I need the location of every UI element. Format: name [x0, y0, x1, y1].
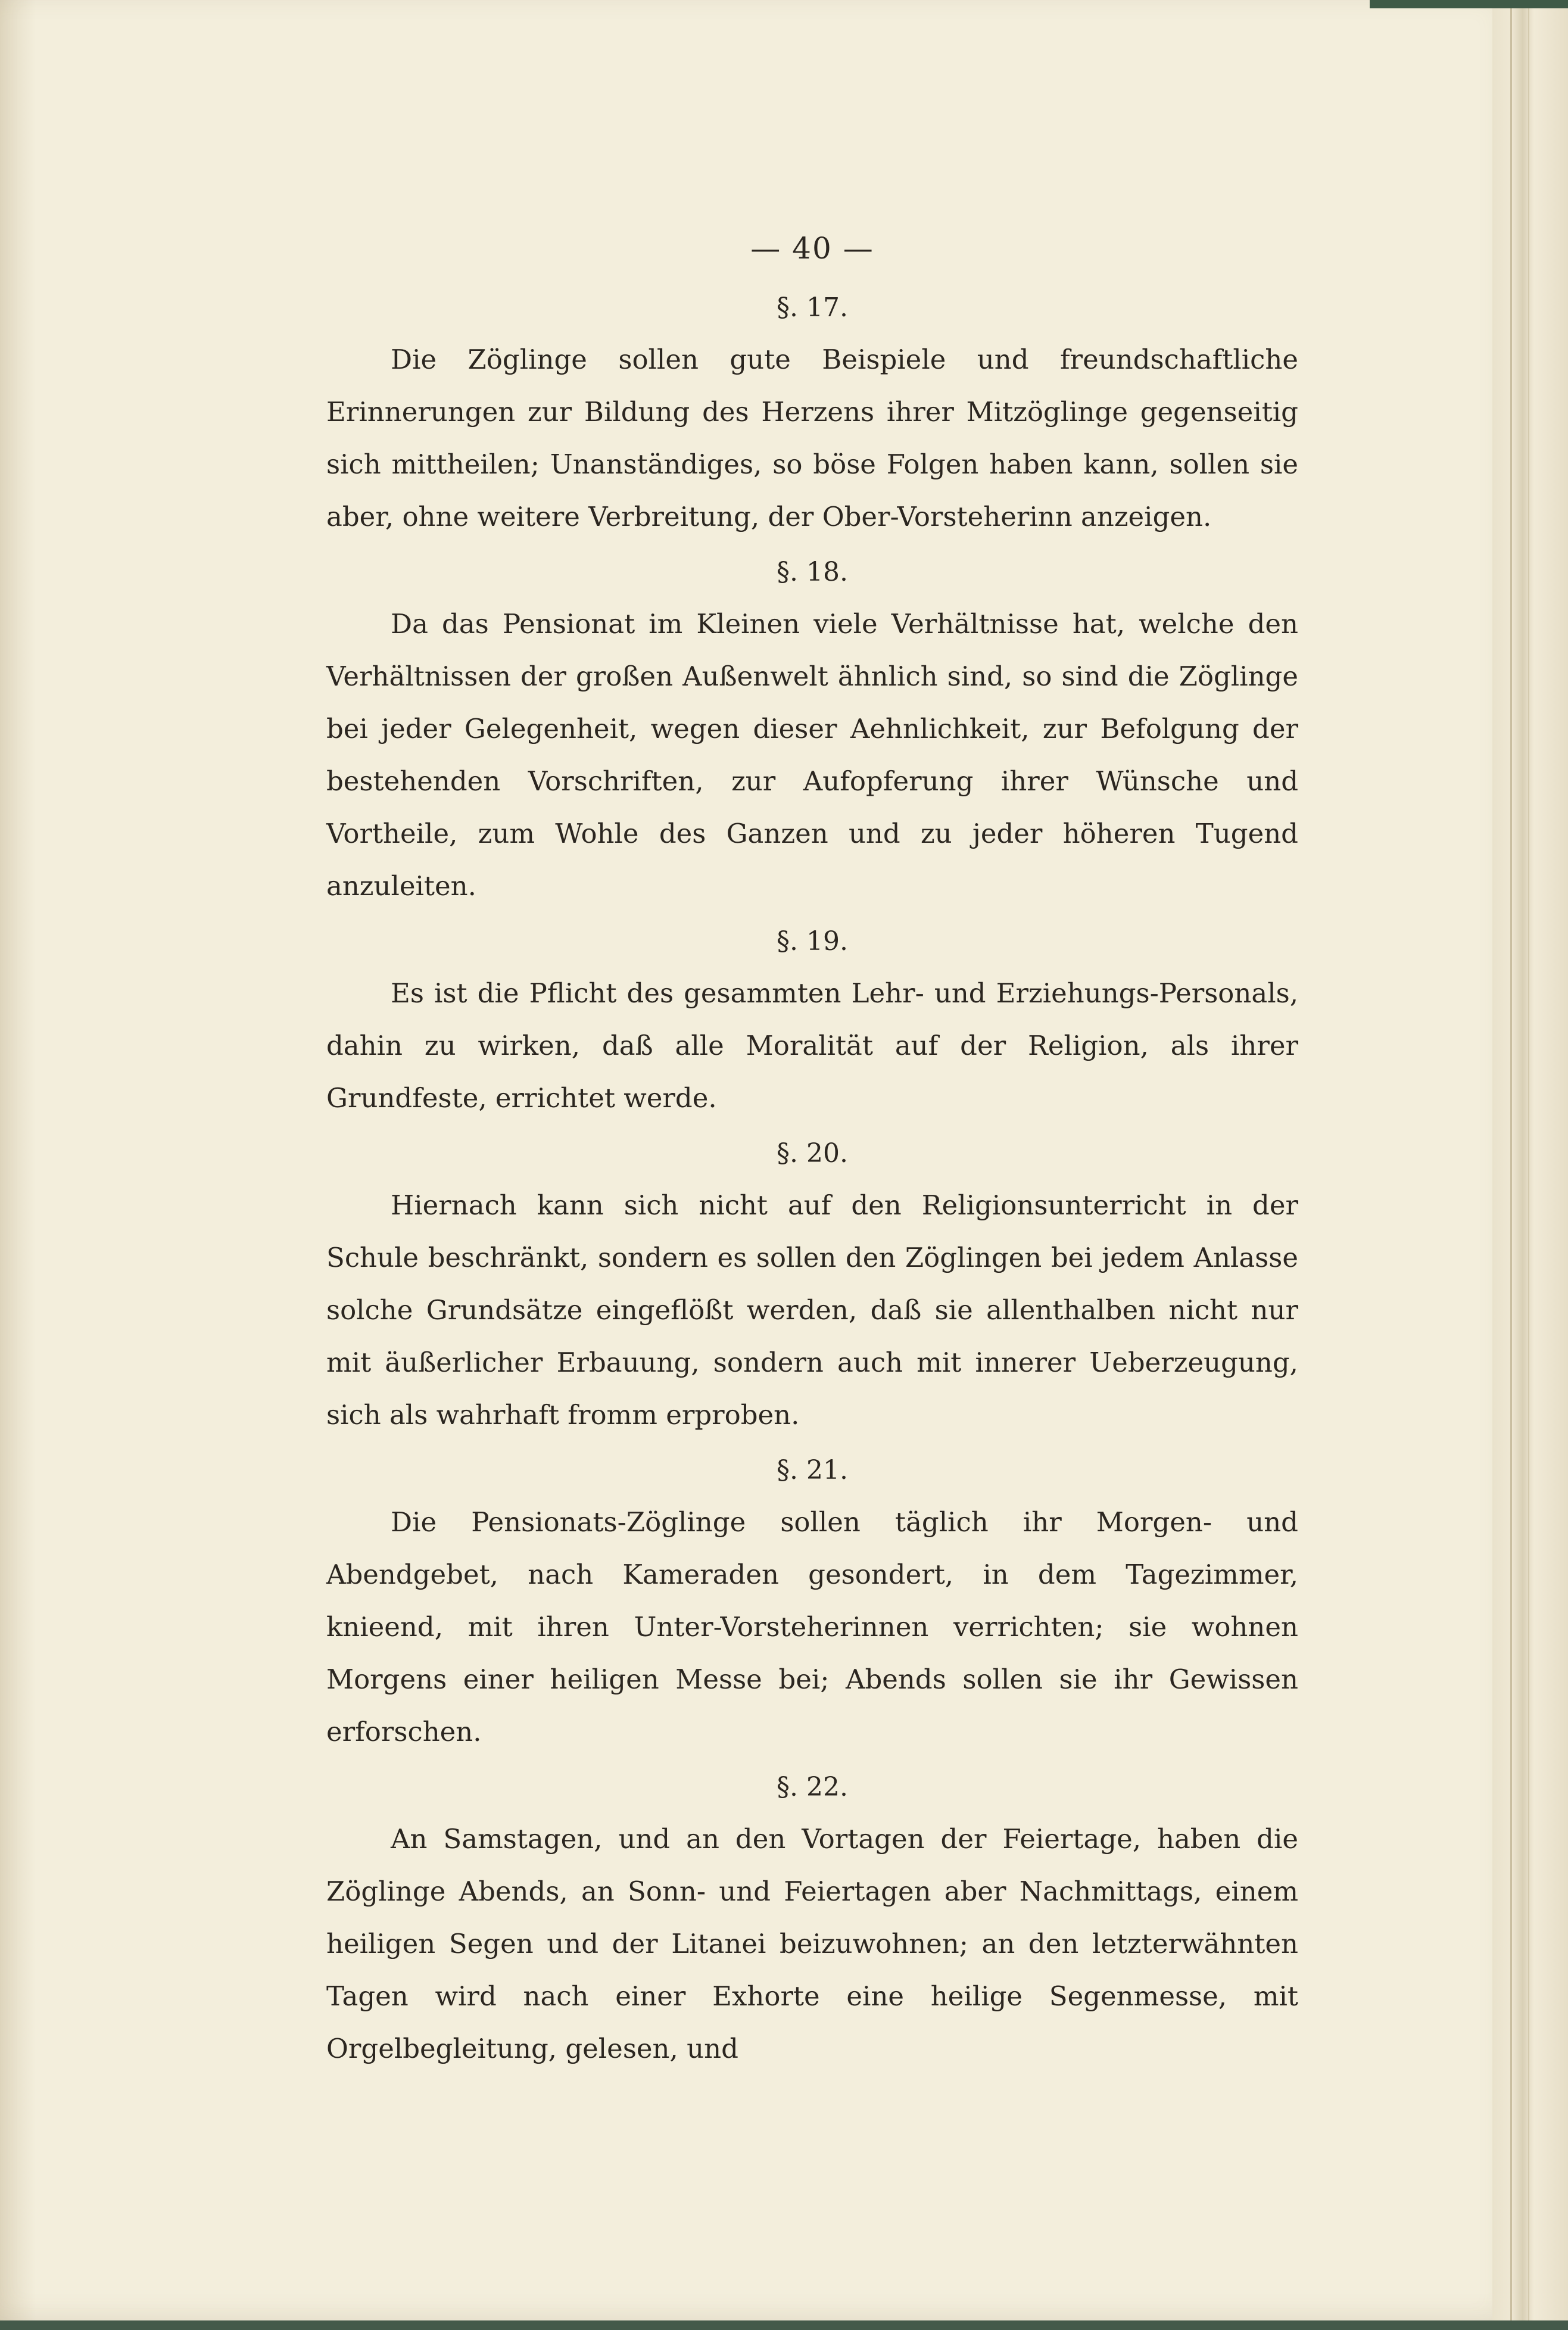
page-edge-stack: [1492, 0, 1568, 2330]
section-paragraph: Da das Pensionat im Kleinen viele Verhältnisse hat, welche den Verhältnissen der großen Außenwelt ähnlich sind, so sind die Zöglinge bei jeder Gelegenheit, wegen dieser Aehnlichkeit, zur Befolgung der bestehenden Vorschriften, zur Aufopferung ihrer Wünsche und Vortheile, zum Wohle des Ganzen und zu jeder höheren Tugend anzuleiten.: [326, 608, 1298, 902]
section-18: [326, 547, 1298, 916]
section-paragraph: Hiernach kann sich nicht auf den Religionsunterricht in der Schule beschränkt, sondern es sollen den Zöglingen bei jedem Anlasse solche Grundsätze eingeflößt werden, daß sie allenthalben nicht nur mit äußerlicher Erbauung, sondern auch mit innerer Ueberzeugung, sich als wahrhaft fromm erproben.: [326, 1189, 1298, 1431]
section-paragraph: Die Pensionats-Zöglinge sollen täglich ihr Morgen- und Abendgebet, nach Kameraden gesondert, in dem Tagezimmer, knieend, mit ihren Unter-Vorsteherinnen verrichten; sie wohnen Morgens einer heiligen Messe bei; Abends sollen sie ihr Gewissen erforschen.: [326, 1506, 1298, 1748]
cover-edge-bottom: [0, 2320, 1568, 2330]
page-gutter-shadow: [0, 0, 36, 2330]
section-heading: §. 19.: [777, 926, 848, 957]
section-paragraph: An Samstagen, und an den Vortagen der Feiertage, haben die Zöglinge Abends, an Sonn- und Feiertagen aber Nachmittags, einem heiligen Segen und der Litanei beizuwohnen; an den letzterwähnten Tagen wird nach einer Exhorte eine heilige Segenmesse, mit Orgelbegleitung, gelesen, und: [326, 1823, 1298, 2064]
page-text-block: [326, 226, 1298, 2079]
cover-edge-top: [1370, 0, 1568, 8]
section-heading: §. 21.: [777, 1455, 848, 1485]
section-heading: §. 20.: [777, 1138, 848, 1169]
page-number: — 40 —: [750, 231, 874, 266]
section-heading: §. 22.: [777, 1772, 848, 1802]
section-heading: §. 18.: [777, 557, 848, 587]
section-21: [326, 1445, 1298, 1762]
section-heading: §. 17.: [777, 292, 848, 323]
section-22: [326, 1762, 1298, 2079]
section-paragraph: Die Zöglinge sollen gute Beispiele und freundschaftliche Erinnerungen zur Bildung des Herzens ihrer Mitzöglinge gegenseitig sich mittheilen; Unanständiges, so böse Folgen haben kann, sollen sie aber, ohne weitere Verbreitung, der Ober-Vorsteherinn anzeigen.: [326, 344, 1298, 532]
page-edge-line: [1528, 0, 1529, 2330]
page-edge-line: [1510, 0, 1512, 2330]
section-paragraph: Es ist die Pflicht des gesammten Lehr- und Erziehungs-Personals, dahin zu wirken, daß alle Moralität auf der Religion, als ihrer Grundfeste, errichtet werde.: [326, 977, 1298, 1114]
section-19: [326, 916, 1298, 1128]
section-20: [326, 1128, 1298, 1445]
section-17: [326, 282, 1298, 547]
